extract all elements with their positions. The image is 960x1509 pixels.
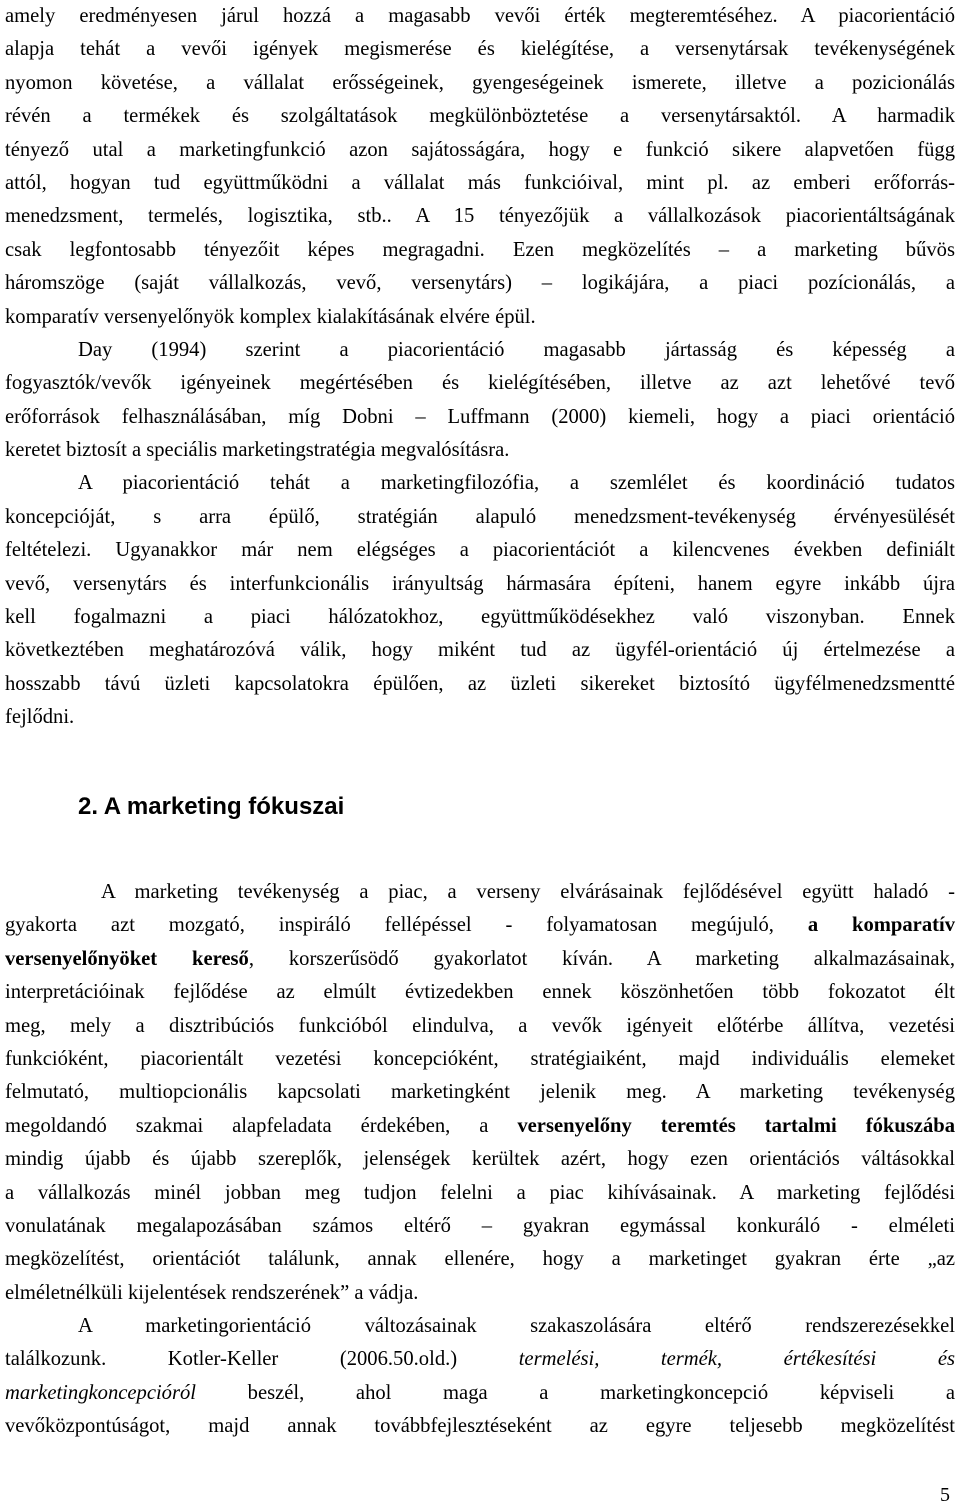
text-line: A marketing tevékenység a piac, a verseny elvárásainak fejlődésével együtt haladó - <box>101 881 955 903</box>
section-number: 2. <box>78 793 99 820</box>
italic-phrase: termelési, termék, értékesítési és <box>518 1348 955 1371</box>
text-line: elméletnélküli kijelentések rendszerének” a vádja. <box>5 1281 419 1304</box>
bold-phrase: versenyelőnyöket kereső <box>5 947 249 970</box>
text-line: révén a termékek és szolgáltatások megkülönböztetése a versenytársaktól. A harmadik <box>5 105 955 128</box>
text-line: gyakorta azt mozgató, inspiráló fellépéssel - folyamatosan megújuló, a komparatív <box>5 914 956 937</box>
text-line: felmutató, multiopcionális kapcsolati marketingként jelenik meg. A marketing tevékenység <box>5 1081 955 1104</box>
text-line: vevőközpontúságot, majd annak továbbfejlesztéseként az egyre teljesebb megközelítést <box>5 1415 955 1438</box>
text-line: menedzsment, termelés, logisztika, stb.. A 15 tényezőjük a vállalkozások piacorientáltságának <box>5 205 955 228</box>
text-line: marketingkoncepcióról beszél, ahol maga a marketingkoncepció képviseli a <box>5 1381 955 1404</box>
text-line: fogyasztók/vevők igényeinek megértésében és kielégítésében, illetve az azt lehetővé tevő <box>5 372 955 395</box>
text-line: mindig újabb és újabb szereplők, jelenségek kerültek azért, hogy ezen orientációs váltásokkal <box>5 1148 955 1171</box>
body-text-block-1 <box>5 0 955 735</box>
text-line: versenyelőnyöket kereső, korszerűsödő gyakorlatot kíván. A marketing alkalmazásainak, <box>5 947 955 970</box>
page-number: 5 <box>940 1484 950 1506</box>
text-line: nyomon követése, a vállalat erősségeinek, gyengeségeinek ismerete, illetve a pozicionálás <box>5 71 955 94</box>
text-line: alapja tehát a vevői igények megismerése és kielégítése, a versenytársak tevékenységének <box>5 38 955 61</box>
text-line: interpretációinak fejlődése az elmúlt évtizedekben ennek köszönhetően több fokozatot élt <box>5 981 955 1004</box>
text-line: amely eredményesen járul hozzá a magasabb vevői érték megteremtéséhez. A piacorientáció <box>5 5 955 27</box>
section-heading <box>78 790 344 824</box>
text-line: találkozunk. Kotler-Keller (2006.50.old.) termelési, termék, értékesítési és <box>5 1348 955 1371</box>
text-line: következtében meghatározóvá válik, hogy miként tud az ügyfél-orientáció új értelmezése a <box>5 639 955 662</box>
bold-phrase: a komparatív <box>807 914 956 937</box>
text-line: vevő, versenytárs és interfunkcionális irányultság hármasára építeni, hanem egyre inkább újra <box>5 572 955 595</box>
italic-phrase: marketingkoncepcióról <box>5 1381 197 1404</box>
text-line: attól, hogyan tud együttműködni a vállalat más funkcióival, mint pl. az emberi erőforrás- <box>5 171 955 194</box>
text-line: A piacorientáció tehát a marketingfilozófia, a szemlélet és koordináció tudatos <box>78 472 955 495</box>
text-line: keretet biztosít a speciális marketingstratégia megvalósításra. <box>5 439 510 462</box>
text-line: a vállalkozás minél jobban meg tudjon felelni a piac kihívásainak. A marketing fejlődési <box>5 1181 955 1204</box>
text-line: hosszabb távú üzleti kapcsolatokra épülően, az üzleti sikereket biztosító ügyfélmenedzsmentté <box>5 672 955 695</box>
text-line: megközelítést, orientációt találunk, annak ellenére, hogy a marketinget gyakran érte „az <box>5 1248 955 1271</box>
text-line: feltételezi. Ugyanakkor már nem elégséges a piacorientációt a kilencvenes években definiált <box>5 539 955 562</box>
text-line: tényező utal a marketingfunkció azon sajátosságára, hogy e funkció sikere alapvetően függ <box>5 138 955 161</box>
body-text-block-2 <box>5 876 955 1444</box>
section-title: A marketing fókuszai <box>103 793 345 820</box>
text-line: funkcióként, piacorientált vezetési koncepcióként, stratégiaiként, majd individuális elemeket <box>5 1047 955 1070</box>
text-line: komparatív versenyelőnyök komplex kialakításának elvére épül. <box>5 305 536 328</box>
text-line: Day (1994) szerint a piacorientáció magasabb jártasság és képesség a <box>78 338 955 361</box>
text-line: háromszöge (saját vállalkozás, vevő, versenytárs) – logikájára, a piaci pozícionálás, a <box>5 272 955 295</box>
text-line: meg, mely a disztribúciós funkcióból elindulva, a vevők igényeit előtérbe állítva, vezetési <box>5 1014 955 1037</box>
text-line: csak legfontosabb tényezőit képes megragadni. Ezen megközelítés – a marketing bűvös <box>5 238 955 261</box>
bold-phrase: versenyelőny teremtés tartalmi fókuszába <box>517 1114 955 1137</box>
text-line: vonulatának megalapozásában számos eltérő – gyakran egymással konkuráló - elméleti <box>5 1214 955 1237</box>
text-line: koncepcióját, s arra épülő, stratégián alapuló menedzsment-tevékenység érvényesülését <box>5 505 955 528</box>
text-line: fejlődni. <box>5 706 75 729</box>
text-line: erőforrások felhasználásában, míg Dobni – Luffmann (2000) kiemeli, hogy a piaci orientáció <box>5 405 955 428</box>
text-line: A marketingorientáció változásainak szakaszolására eltérő rendszerezésekkel <box>78 1315 955 1338</box>
text-line: megoldandó szakmai alapfeladata érdekében, a versenyelőny teremtés tartalmi fókuszába <box>5 1114 955 1137</box>
text-line: kell fogalmazni a piaci hálózatokhoz, együttműködésekhez való viszonyban. Ennek <box>5 606 955 629</box>
